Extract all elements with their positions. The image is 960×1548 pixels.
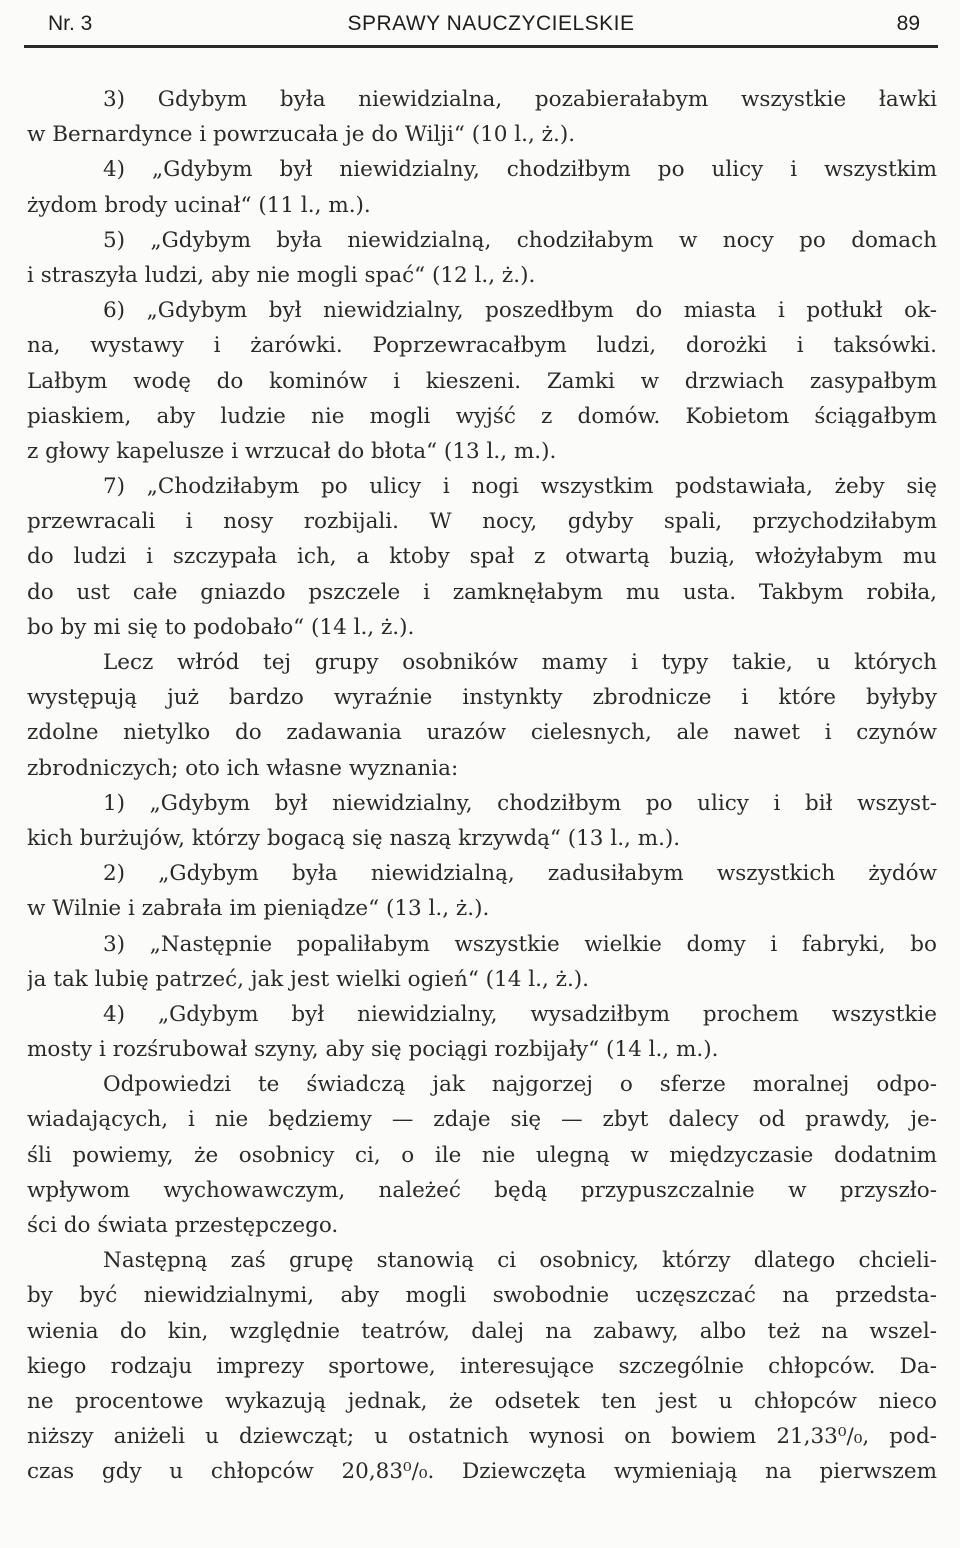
- text-line: w Bernardynce i powrzucała je do Wilji“ (10 l., ż.).: [27, 122, 576, 148]
- text-line: 7) „Chodziłabym po ulicy i nogi wszystkim podstawiała, żeby się: [103, 474, 937, 500]
- text-line: Odpowiedzi te świadczą jak najgorzej o sferze moralnej odpo-: [103, 1072, 937, 1098]
- text-line: 2) „Gdybym była niewidzialną, zadusiłabym wszystkich żydów: [103, 861, 937, 887]
- text-line: kiego rodzaju imprezy sportowe, interesujące szczególnie chłopców. Da-: [27, 1353, 937, 1379]
- text-line: bo by mi się to podobało“ (14 l., ż.).: [27, 614, 415, 640]
- text-line: Lecz włród tej grupy osobników mamy i typy takie, u których: [103, 650, 937, 675]
- text-line: 4) „Gdybym był niewidzialny, chodziłbym po ulicy i wszystkim: [103, 157, 937, 183]
- text-line: piaskiem, aby ludzie nie mogli wyjść z domów. Kobietom ściągałbym: [27, 403, 937, 429]
- text-line: przewracali i nosy rozbijali. W nocy, gdyby spali, przychodziłabym: [27, 509, 937, 535]
- text-line: 6) „Gdybym był niewidzialny, poszedłbym do miasta i potłukł ok-: [103, 298, 937, 324]
- text-line: wpływom wychowawczym, należeć będą przypuszczalnie w przyszło-: [27, 1177, 937, 1203]
- text-line: z głowy kapelusze i wrzucał do błota“ (13 l., m.).: [27, 438, 557, 464]
- text-line: do ust całe gniazdo pszczele i zamknęłabym mu usta. Takbym robiła,: [27, 579, 937, 605]
- text-line: na, wystawy i żarówki. Poprzewracałbym ludzi, dorożki i taksówki.: [27, 333, 937, 359]
- text-line: kich burżujów, którzy bogacą się naszą krzywdą“ (13 l., m.).: [27, 825, 681, 851]
- text-line: 3) Gdybym była niewidzialna, pozabierałabym wszystkie ławki: [103, 87, 937, 112]
- text-line: mosty i rozśrubował szyny, aby się pociągi rozbijały“ (14 l., m.).: [27, 1037, 719, 1063]
- text-line: Lałbym wodę do kominów i kieszeni. Zamki w drzwiach zasypałbym: [27, 368, 937, 394]
- text-line: żydom brody ucinał“ (11 l., m.).: [27, 192, 371, 218]
- text-line: ja tak lubię patrzeć, jak jest wielki ogień“ (14 l., ż.).: [27, 966, 590, 992]
- body-text: [27, 82, 937, 1490]
- text-line: wiadających, i nie będziemy — zdaje się — zbyt dalecy od prawdy, je-: [27, 1107, 937, 1133]
- text-line: ści do świata przestępczego.: [27, 1213, 339, 1238]
- text-line: zbrodniczych; oto ich własne wyznania:: [27, 755, 459, 781]
- text-line: zdolne nietylko do zadawania urazów cielesnych, ale nawet i czynów: [27, 720, 937, 746]
- header-rule: [24, 45, 938, 48]
- text-line: czas gdy u chłopców 20,83⁰/₀. Dziewczęta wymieniają na pierwszem: [27, 1459, 937, 1485]
- text-line: 4) „Gdybym był niewidzialny, wysadziłbym prochem wszystkie: [103, 1001, 937, 1027]
- text-line: 3) „Następnie popaliłabym wszystkie wielkie domy i fabryki, bo: [103, 931, 937, 957]
- text-line: Następną zaś grupę stanowią ci osobnicy, którzy dlatego chcieli-: [103, 1248, 937, 1274]
- text-line: śli powiemy, że osobnicy ci, o ile nie ulegną w międzyczasie dodatnim: [27, 1142, 937, 1168]
- text-line: 5) „Gdybym była niewidzialną, chodziłabym w nocy po domach: [103, 227, 937, 253]
- text-line: niższy aniżeli u dziewcząt; u ostatnich wynosi on bowiem 21,33⁰/₀, pod-: [27, 1424, 937, 1450]
- text-line: wienia do kin, względnie teatrów, dalej na zabawy, albo też na wszel-: [27, 1318, 937, 1344]
- text-line: występują już bardzo wyraźnie instynkty zbrodnicze i które byłyby: [27, 685, 937, 711]
- journal-title: SPRAWY NAUCZYCIELSKIE: [347, 12, 635, 35]
- text-line: i straszyła ludzi, aby nie mogli spać“ (12 l., ż.).: [27, 262, 536, 288]
- page-number: 89: [896, 12, 920, 35]
- text-line: w Wilnie i zabrała im pieniądze“ (13 l., ż.).: [27, 896, 490, 922]
- text-line: do ludzi i szczypała ich, a ktoby spał z otwartą buzią, włożyłabym mu: [27, 544, 937, 570]
- issue-number: Nr. 3: [48, 12, 93, 35]
- text-line: ne procentowe wykazują jednak, że odsetek ten jest u chłopców nieco: [27, 1388, 937, 1414]
- text-line: by być niewidzialnymi, aby mogli swobodnie uczęszczać na przedsta-: [27, 1283, 937, 1309]
- text-line: 1) „Gdybym był niewidzialny, chodziłbym po ulicy i bił wszyst-: [103, 790, 937, 816]
- running-header: [48, 6, 934, 42]
